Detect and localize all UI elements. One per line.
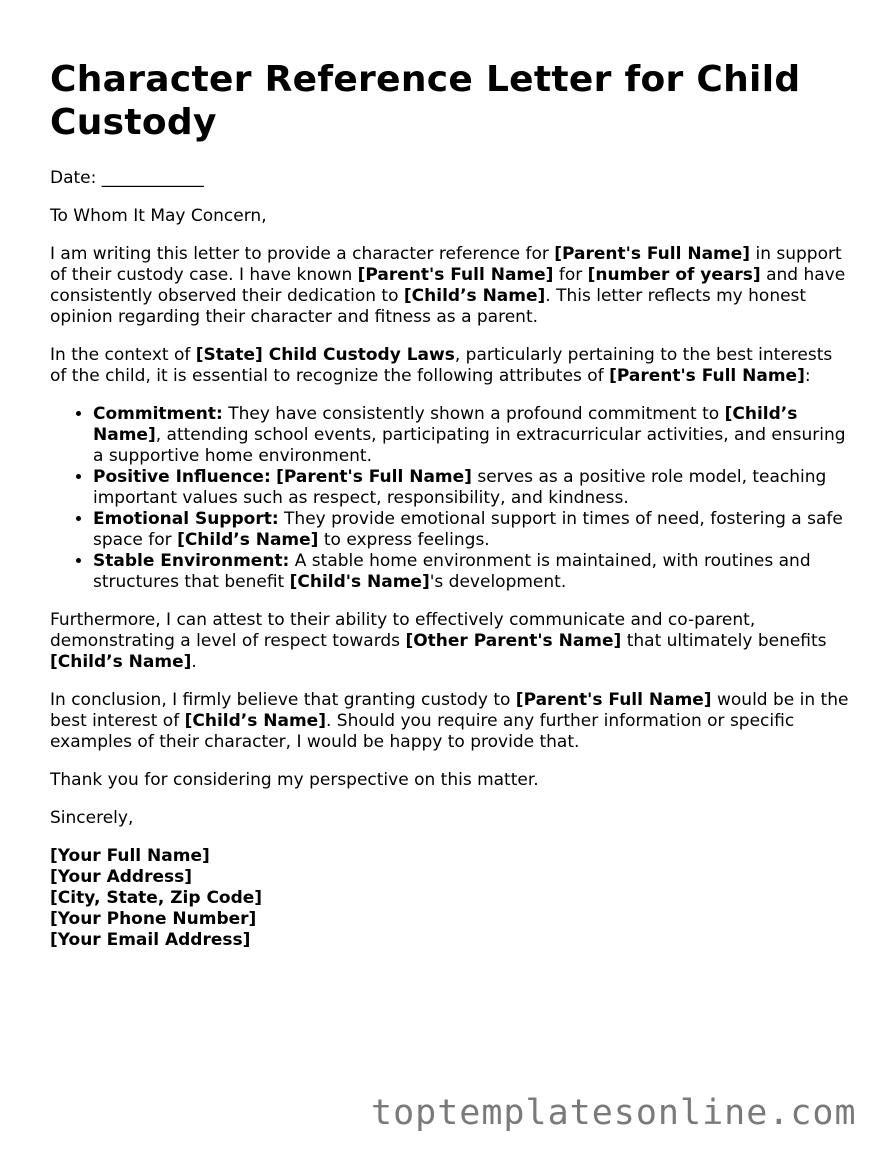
list-item (93, 509, 850, 551)
signature-block (50, 846, 850, 951)
intro-text: I am writing this letter to provide a character reference for (50, 244, 555, 264)
conclusion-text: . Should you require any further information or specific examples of their character, I would be happy to provide that. (50, 711, 795, 752)
intro-paragraph (50, 244, 850, 328)
placeholder-parent-name: [Parent's Full Name] (276, 467, 472, 487)
watermark: toptemplatesonline.com (371, 1093, 857, 1133)
placeholder-parent-name: [Parent's Full Name] (357, 265, 554, 285)
signature-phone: [Your Phone Number] (50, 909, 257, 929)
intro-text: and have consistently observed their dedication to (50, 265, 846, 306)
attribute-text: A stable home environment is maintained, with routines and structures that benefit (93, 551, 811, 592)
letter-document (50, 58, 850, 951)
context-text: In the context of (50, 345, 196, 365)
signature-address: [Your Address] (50, 867, 193, 887)
placeholder-child-name: [Child’s Name] (93, 404, 798, 445)
page-title: Character Reference Letter for Child Custody (50, 59, 801, 143)
attribute-text: to express feelings. (318, 530, 490, 550)
salutation: To Whom It May Concern, (50, 206, 267, 226)
attribute-text: They have consistently shown a profound commitment to (222, 404, 725, 424)
attribute-label: Commitment: (93, 404, 223, 424)
coparent-text: that ultimately benefits (621, 631, 827, 651)
attribute-label: Positive Influence: (93, 467, 271, 487)
coparent-text: . (191, 652, 197, 672)
placeholder-parent-name: [Parent's Full Name] (554, 244, 751, 264)
coparent-text: Furthermore, I can attest to their ability to effectively communicate and co-parent, demonstrating a level of respect towards (50, 610, 756, 651)
intro-text: in support of their custody case. I have known (50, 244, 842, 285)
context-text: , particularly pertaining to the best interests of the child, it is essential to recognize the following attributes of (50, 345, 833, 386)
attribute-label: Stable Environment: (93, 551, 290, 571)
signature-email: [Your Email Address] (50, 930, 251, 950)
intro-text: . This letter reflects my honest opinion regarding their character and fitness as a parent. (50, 286, 807, 327)
placeholder-child-name: [Child’s Name] (184, 711, 326, 731)
attribute-text: serves as a positive role model, teaching important values such as respect, responsibility, and kindness. (93, 467, 827, 508)
list-item (93, 404, 850, 467)
thanks-paragraph: Thank you for considering my perspective on this matter. (50, 770, 539, 790)
conclusion-text: In conclusion, I firmly believe that granting custody to (50, 690, 516, 710)
closing: Sincerely, (50, 808, 134, 828)
placeholder-other-parent-name: [Other Parent's Name] (405, 631, 622, 651)
context-paragraph (50, 345, 850, 387)
placeholder-parent-name: [Parent's Full Name] (515, 690, 712, 710)
placeholder-state-laws: [State] Child Custody Laws (195, 345, 455, 365)
placeholder-child-name: [Child's Name] (289, 572, 430, 592)
context-text: : (804, 366, 811, 386)
signature-name: [Your Full Name] (50, 846, 210, 866)
conclusion-text: would be in the best interest of (50, 690, 849, 731)
attribute-text: 's development. (429, 572, 567, 592)
attribute-label: Emotional Support: (93, 509, 279, 529)
placeholder-child-name: [Child’s Name] (50, 652, 192, 672)
conclusion-paragraph (50, 690, 850, 753)
signature-city: [City, State, Zip Code] (50, 888, 263, 908)
attribute-text: They provide emotional support in times of need, fostering a safe space for (93, 509, 843, 550)
attribute-list (50, 404, 850, 593)
list-item (93, 467, 850, 509)
date-line: Date: ____________ (50, 168, 204, 188)
placeholder-parent-name: [Parent's Full Name] (609, 366, 805, 386)
placeholder-child-name: [Child’s Name] (177, 530, 319, 550)
attribute-text: , attending school events, participating in extracurricular activities, and ensuring a supportive home environment. (93, 425, 846, 466)
coparent-paragraph (50, 610, 850, 673)
placeholder-number-of-years: [number of years] (587, 265, 761, 285)
placeholder-child-name: [Child’s Name] (403, 286, 546, 306)
list-item (93, 551, 850, 593)
intro-text: for (553, 265, 588, 285)
